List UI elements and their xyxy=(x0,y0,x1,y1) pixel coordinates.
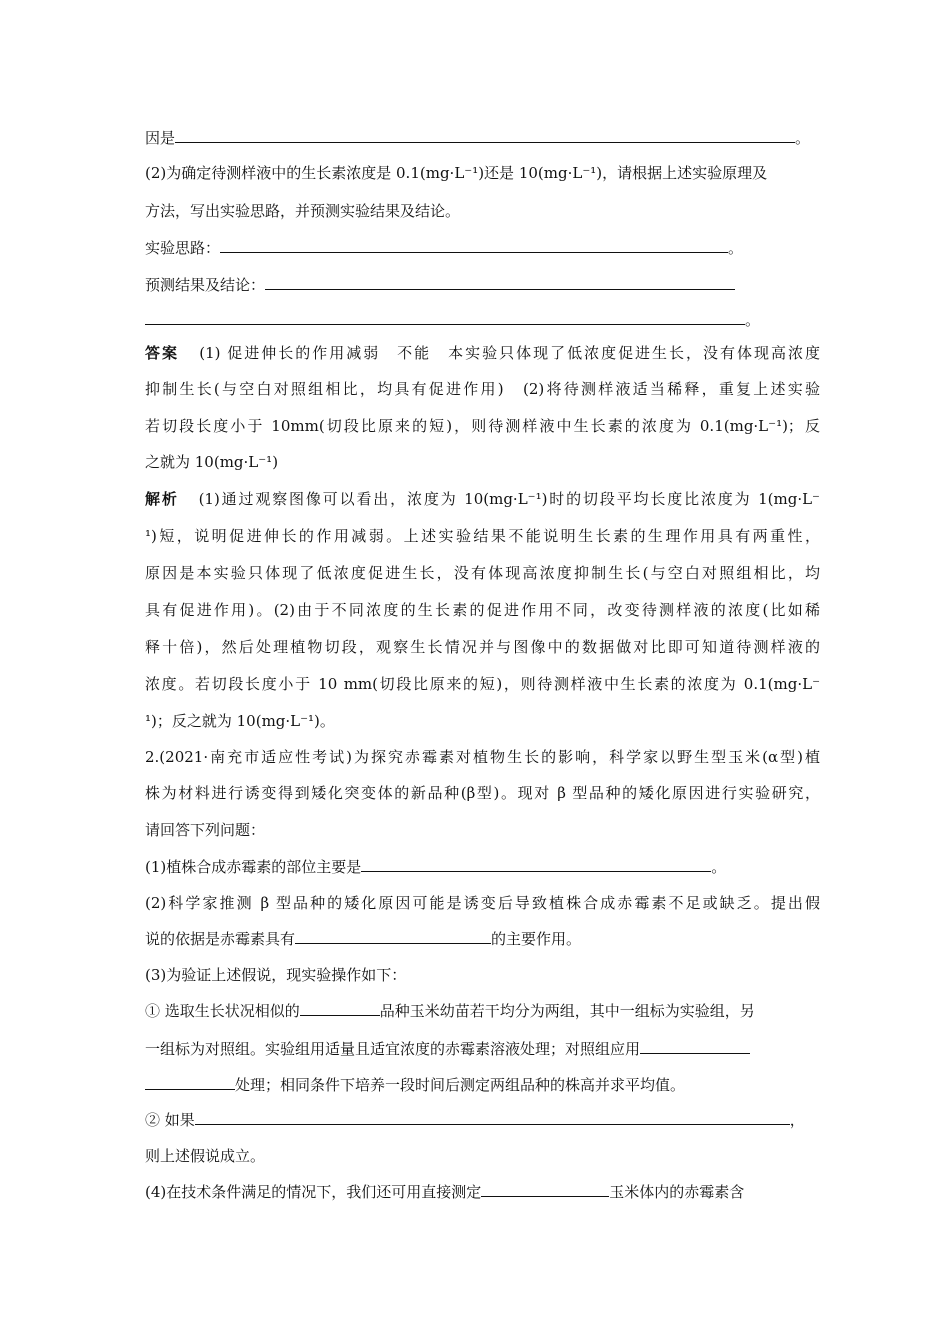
text-line: 因是 。 xyxy=(145,129,811,147)
question-line: 株为材料进行诱变得到矮化突变体的新品种(β型)。现对 β 型品种的矮化原因进行实验研究， xyxy=(145,784,820,802)
analysis-line: ¹)短，说明促进伸长的作用减弱。上述实验结果不能说明生长素的生理作用具有两重性， xyxy=(145,527,820,545)
answer-line: 答案 (1) 促进伸长的作用减弱 不能 本实验只体现了低浓度促进生长，没有体现高浓度 xyxy=(145,344,820,362)
answer-blank[interactable] xyxy=(220,238,728,253)
answer-line: 抑制生长(与空白对照组相比，均具有促进作用) (2)将待测样液适当稀释，重复上述实验 xyxy=(145,380,820,398)
text-line: 方法，写出实验思路，并预测实验结果及结论。 xyxy=(145,202,461,220)
text-line: 预测结果及结论： xyxy=(145,275,820,295)
answer-blank[interactable] xyxy=(300,1001,380,1016)
analysis-line: 原因是本实验只体现了低浓度促进生长，没有体现高浓度抑制生长(与空白对照组相比，均 xyxy=(145,564,820,582)
answer-blank[interactable] xyxy=(195,1110,790,1125)
answer-line: 之就为 10(mg·L⁻¹) xyxy=(145,453,279,471)
question-line: 一组标为对照组。实验组用适量且适宜浓度的赤霉素溶液处理；对照组应用 xyxy=(145,1039,820,1059)
analysis-line: 浓度。若切段长度小于 10 mm(切段比原来的短)，则待测样液中生长素的浓度为 0.1(mg·L⁻ xyxy=(145,675,820,693)
analysis-line: ¹)；反之就为 10(mg·L⁻¹)。 xyxy=(145,712,335,730)
question-line: ② 如果 ， xyxy=(145,1111,805,1129)
question-line: 请回答下列问题： xyxy=(145,821,266,839)
analysis-line: 具有促进作用)。(2)由于不同浓度的生长素的促进作用不同，改变待测样液的浓度(比如稀 xyxy=(145,601,820,619)
question-line: (2)科学家推测 β 型品种的矮化原因可能是诱变后导致植株合成赤霉素不足或缺乏。提出假 xyxy=(145,894,820,912)
analysis-line: 释十倍)，然后处理植物切段，观察生长情况并与图像中的数据做对比即可知道待测样液的 xyxy=(145,638,820,656)
analysis-label: 解析 xyxy=(145,490,179,508)
answer-blank[interactable] xyxy=(640,1039,750,1054)
question-line: (3)为验证上述假说，现实验操作如下： xyxy=(145,966,407,984)
text-line: 实验思路： 。 xyxy=(145,239,744,257)
question-line: ① 选取生长状况相似的 品种玉米幼苗若干均分为两组，其中一组标为实验组，另 xyxy=(145,1002,755,1020)
analysis-line: 解析 (1)通过观察图像可以看出，浓度为 10(mg·L⁻¹)时的切段平均长度比浓度为 1(mg·L⁻ xyxy=(145,490,820,508)
question-line: (1)植株合成赤霉素的部位主要是 。 xyxy=(145,858,727,876)
question-line: 说的依据是赤霉素具有 的主要作用。 xyxy=(145,930,582,948)
question-line: 则上述假说成立。 xyxy=(145,1147,266,1165)
question-line: (4)在技术条件满足的情况下，我们还可用直接测定 玉米体内的赤霉素含 xyxy=(145,1183,745,1201)
answer-blank[interactable] xyxy=(265,275,735,290)
text-line: (2)为确定待测样液中的生长素浓度是 0.1(mg·L⁻¹)还是 10(mg·L⁻¹)，请根据上述实验原理及 xyxy=(145,164,768,182)
answer-label: 答案 xyxy=(145,344,179,362)
question-line: 处理；相同条件下培养一段时间后测定两组品种的株高并求平均值。 xyxy=(145,1075,820,1095)
answer-line: 若切段长度小于 10mm(切段比原来的短)，则待测样液中生长素的浓度为 0.1(mg·L⁻¹)；反 xyxy=(145,417,820,435)
answer-blank[interactable] xyxy=(145,1075,235,1090)
answer-blank[interactable] xyxy=(175,128,795,143)
question-line: 2.(2021·南充市适应性考试)为探究赤霉素对植物生长的影响，科学家以野生型玉米(α型)植 xyxy=(145,748,820,766)
answer-blank[interactable] xyxy=(295,929,491,944)
answer-blank[interactable] xyxy=(481,1182,609,1197)
answer-blank[interactable] xyxy=(361,857,711,872)
answer-blank[interactable] xyxy=(145,310,745,325)
text-line: 。 xyxy=(145,310,820,330)
